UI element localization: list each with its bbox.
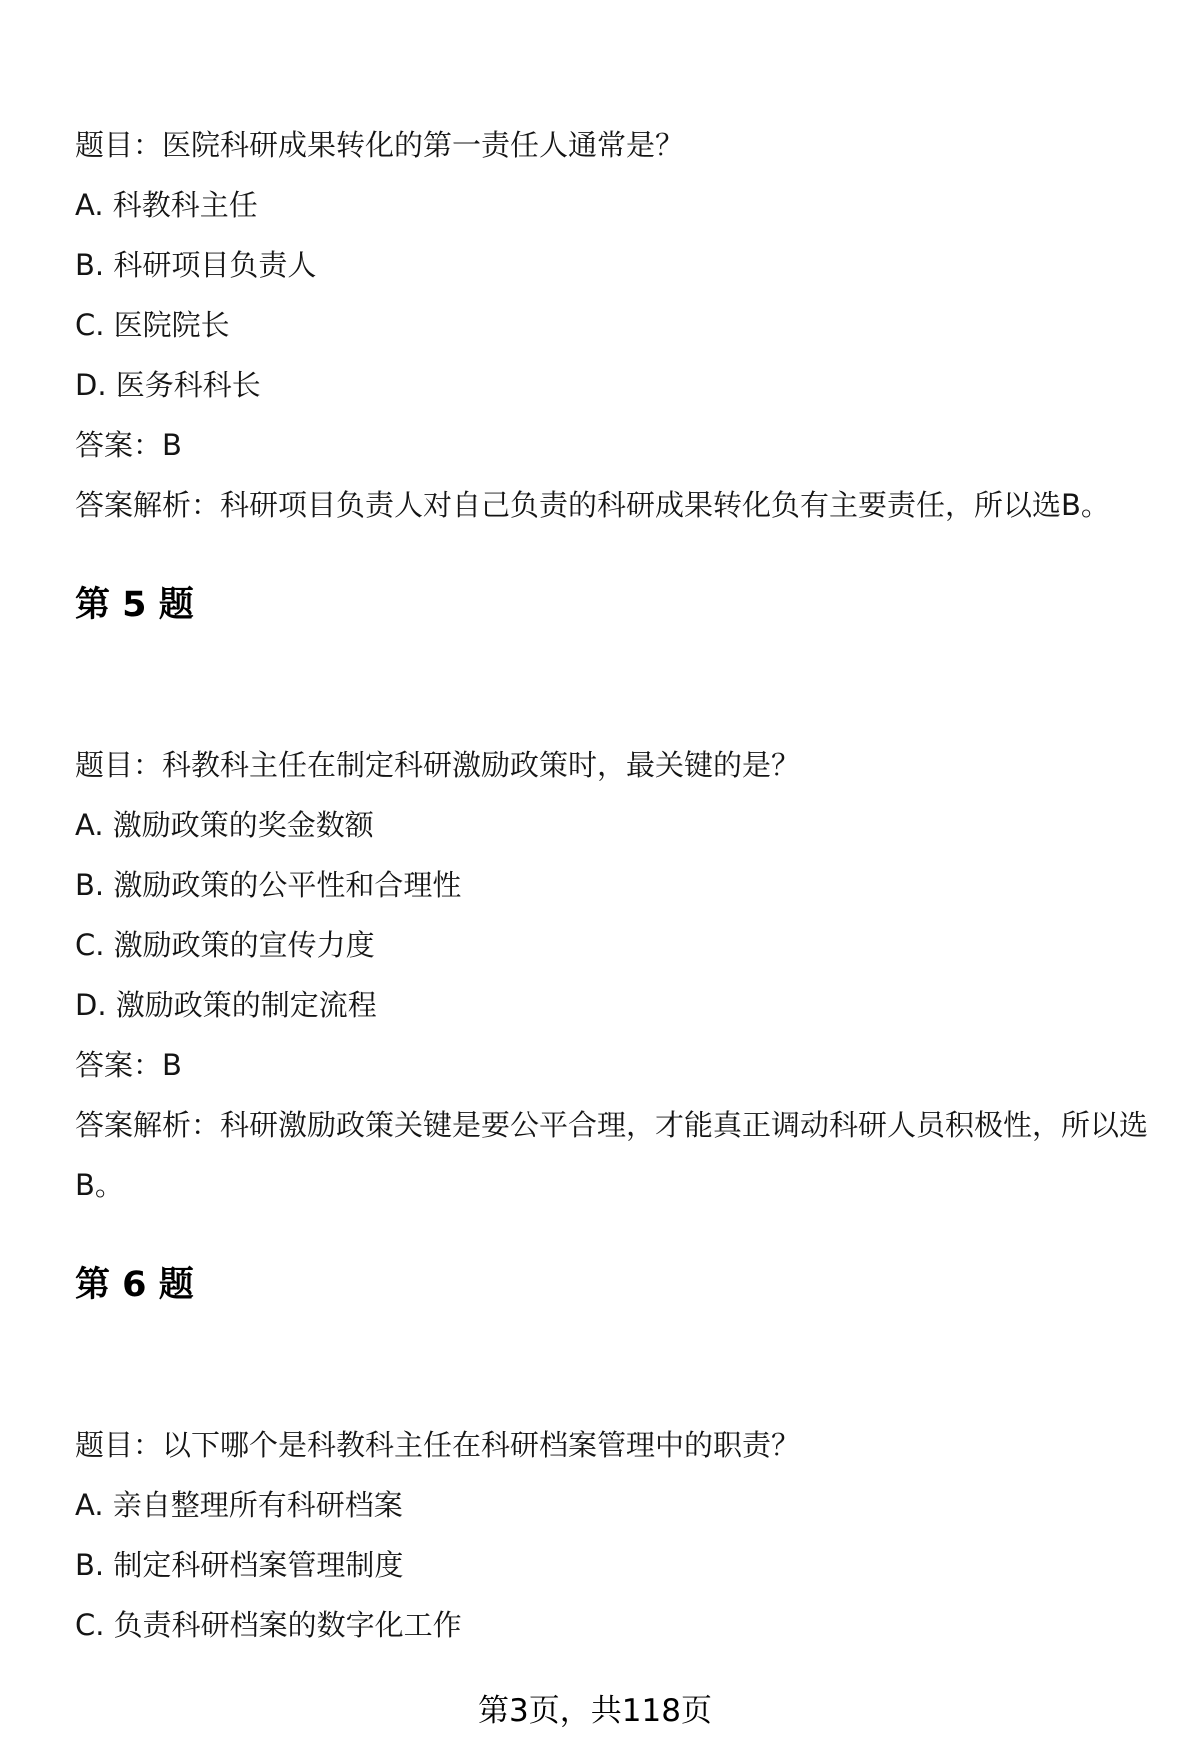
- question-text: 题目：医院科研成果转化的第一责任人通常是？: [75, 128, 685, 162]
- option-c: C. 负责科研档案的数字化工作: [75, 1608, 462, 1642]
- answer-explanation: 答案解析：科研项目负责人对自己负责的科研成果转化负有主要责任，所以选B。: [75, 488, 1110, 522]
- option-a: A. 科教科主任: [75, 188, 258, 222]
- option-a: A. 亲自整理所有科研档案: [75, 1488, 403, 1522]
- option-c: C. 医院院长: [75, 308, 230, 342]
- option-d: D. 医务科科长: [75, 368, 261, 402]
- question-text: 题目：以下哪个是科教科主任在科研档案管理中的职责？: [75, 1428, 801, 1462]
- option-b: B. 制定科研档案管理制度: [75, 1548, 404, 1582]
- question-text: 题目：科教科主任在制定科研激励政策时，最关键的是？: [75, 748, 801, 782]
- option-d: D. 激励政策的制定流程: [75, 988, 377, 1022]
- page-indicator: 第3页，共118页: [478, 1693, 712, 1729]
- answer: 答案：B: [75, 428, 182, 462]
- option-b: B. 激励政策的公平性和合理性: [75, 868, 462, 902]
- answer: 答案：B: [75, 1048, 182, 1082]
- option-b: B. 科研项目负责人: [75, 248, 317, 282]
- question-heading: 第 5 题: [75, 585, 194, 625]
- question-heading: 第 6 题: [75, 1265, 194, 1305]
- option-a: A. 激励政策的奖金数额: [75, 808, 374, 842]
- answer-explanation: 答案解析：科研激励政策关键是要公平合理，才能真正调动科研人员积极性，所以选B。: [75, 1108, 1149, 1202]
- option-c: C. 激励政策的宣传力度: [75, 928, 375, 962]
